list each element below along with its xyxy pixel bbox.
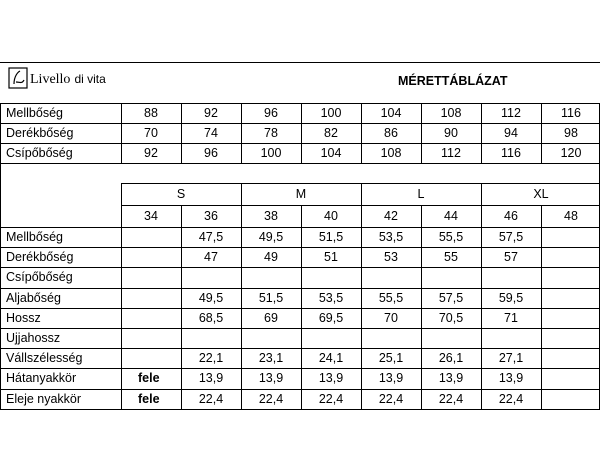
size-number: 46 [504, 209, 518, 223]
body-measure-value: 88 [144, 106, 158, 120]
garment-row-border [0, 328, 600, 329]
size-number: 34 [144, 209, 158, 223]
garment-row-border [0, 348, 600, 349]
body-measure-value: 78 [264, 126, 278, 140]
garment-measure-value: 68,5 [198, 311, 224, 325]
garment-measure-value: 53 [384, 250, 398, 264]
garment-measure-value: 22,4 [378, 392, 404, 406]
body-measure-value: 100 [320, 106, 342, 120]
body-measure-value: 98 [564, 126, 578, 140]
upper-row-border [0, 143, 600, 144]
garment-measure-value: 13,9 [318, 371, 344, 385]
body-measure-value: 86 [384, 126, 398, 140]
body-measure-value: 90 [444, 126, 458, 140]
body-measure-value: 112 [441, 146, 461, 160]
body-measure-value: 100 [260, 146, 282, 160]
body-measure-value: 112 [501, 106, 521, 120]
garment-row-border [0, 368, 600, 369]
body-measure-value: 82 [324, 126, 338, 140]
garment-measure-value: 47 [204, 250, 218, 264]
upper-row-border [0, 123, 600, 124]
page-title: MÉRETTÁBLÁZAT [398, 74, 508, 88]
garment-measure-label: Csípőbőség [6, 270, 73, 284]
body-measure-value: 116 [501, 146, 521, 160]
body-measure-value: 116 [561, 106, 581, 120]
size-row-bottom [0, 227, 600, 228]
size-number: 48 [564, 209, 578, 223]
garment-measure-note: fele [138, 371, 160, 385]
top-rule [0, 62, 600, 63]
garment-measure-value: 55 [444, 250, 458, 264]
garment-measure-value: 13,9 [378, 371, 404, 385]
size-number: 38 [264, 209, 278, 223]
garment-row-border [0, 247, 600, 248]
garment-measure-label: Hátanyakkör [6, 371, 77, 385]
garment-row-border [0, 308, 600, 309]
garment-col-border [361, 227, 362, 409]
garment-measure-label: Derékbőség [6, 250, 74, 264]
body-measure-label: Csípőbőség [6, 146, 73, 160]
garment-measure-value: 13,9 [258, 371, 284, 385]
size-number: 44 [444, 209, 458, 223]
size-number: 36 [204, 209, 218, 223]
garment-measure-value: 22,4 [258, 392, 284, 406]
garment-measure-value: 22,4 [438, 392, 464, 406]
garment-measure-value: 26,1 [438, 351, 464, 365]
body-measure-label: Derékbőség [6, 126, 74, 140]
garment-measure-value: 53,5 [318, 291, 344, 305]
body-measure-value: 104 [380, 106, 402, 120]
body-measure-value: 120 [560, 146, 582, 160]
size-group-label: L [417, 187, 425, 201]
garment-measure-value: 13,9 [438, 371, 464, 385]
size-number: 40 [324, 209, 338, 223]
body-measure-value: 92 [204, 106, 218, 120]
garment-measure-value: 69,5 [318, 311, 344, 325]
garment-measure-value: 70 [384, 311, 398, 325]
garment-measure-value: 49 [264, 250, 278, 264]
garment-measure-value: 51 [324, 250, 338, 264]
garment-measure-value: 13,9 [198, 371, 224, 385]
garment-measure-value: 53,5 [378, 230, 404, 244]
garment-col-border [541, 227, 542, 409]
size-group-label: M [295, 187, 307, 201]
garment-measure-value: 51,5 [258, 291, 284, 305]
garment-measure-value: 24,1 [318, 351, 344, 365]
body-measure-value: 70 [144, 126, 158, 140]
garment-measure-value: 55,5 [438, 230, 464, 244]
size-number: 42 [384, 209, 398, 223]
upper-row-border [0, 103, 600, 104]
garment-measure-value: 27,1 [498, 351, 524, 365]
garment-measure-label: Ujjahossz [6, 331, 61, 345]
garment-measure-value: 49,5 [198, 291, 224, 305]
body-measure-label: Mellbőség [6, 106, 63, 120]
garment-row-border [0, 389, 600, 390]
garment-measure-value: 25,1 [378, 351, 404, 365]
garment-measure-label: Aljabőség [6, 291, 61, 305]
garment-measure-value: 23,1 [258, 351, 284, 365]
size-group-bottom [121, 205, 599, 206]
garment-measure-value: 57,5 [498, 230, 524, 244]
garment-measure-value: 22,4 [198, 392, 224, 406]
body-measure-value: 108 [380, 146, 402, 160]
garment-measure-value: 22,1 [198, 351, 224, 365]
garment-measure-value: 51,5 [318, 230, 344, 244]
garment-measure-value: 13,9 [498, 371, 524, 385]
garment-measure-value: 71 [504, 311, 518, 325]
size-group-label: XL [533, 187, 549, 201]
garment-measure-note: fele [138, 392, 160, 406]
garment-row-border [0, 409, 600, 410]
garment-measure-value: 47,5 [198, 230, 224, 244]
garment-col-border [421, 227, 422, 409]
garment-measure-label: Eleje nyakkör [6, 392, 82, 406]
body-measure-value: 96 [264, 106, 278, 120]
garment-col-border [181, 227, 182, 409]
garment-measure-value: 57 [504, 250, 518, 264]
garment-col-border [301, 227, 302, 409]
body-measure-value: 96 [204, 146, 218, 160]
body-measure-value: 94 [504, 126, 518, 140]
garment-measure-value: 22,4 [498, 392, 524, 406]
garment-measure-value: 59,5 [498, 291, 524, 305]
garment-measure-value: 49,5 [258, 230, 284, 244]
garment-col-border [121, 227, 122, 409]
left-border [0, 163, 1, 227]
body-measure-value: 92 [144, 146, 158, 160]
garment-col-border [241, 227, 242, 409]
garment-col-border [481, 227, 482, 409]
garment-measure-label: Vállszélesség [6, 351, 83, 365]
body-measure-value: 108 [440, 106, 462, 120]
size-group-label: S [176, 187, 186, 201]
garment-measure-value: 69 [264, 311, 278, 325]
brand-name: Livello di vita [30, 72, 106, 87]
garment-measure-value: 55,5 [378, 291, 404, 305]
garment-measure-value: 57,5 [438, 291, 464, 305]
body-measure-value: 74 [204, 126, 218, 140]
garment-row-border [0, 288, 600, 289]
body-measure-value: 104 [320, 146, 342, 160]
size-group-top [121, 183, 599, 184]
garment-row-border [0, 267, 600, 268]
garment-measure-label: Hossz [6, 311, 41, 325]
garment-measure-value: 22,4 [318, 392, 344, 406]
garment-measure-value: 70,5 [438, 311, 464, 325]
garment-measure-label: Mellbőség [6, 230, 63, 244]
upper-row-border [0, 163, 600, 164]
garment-col-border [0, 227, 1, 409]
